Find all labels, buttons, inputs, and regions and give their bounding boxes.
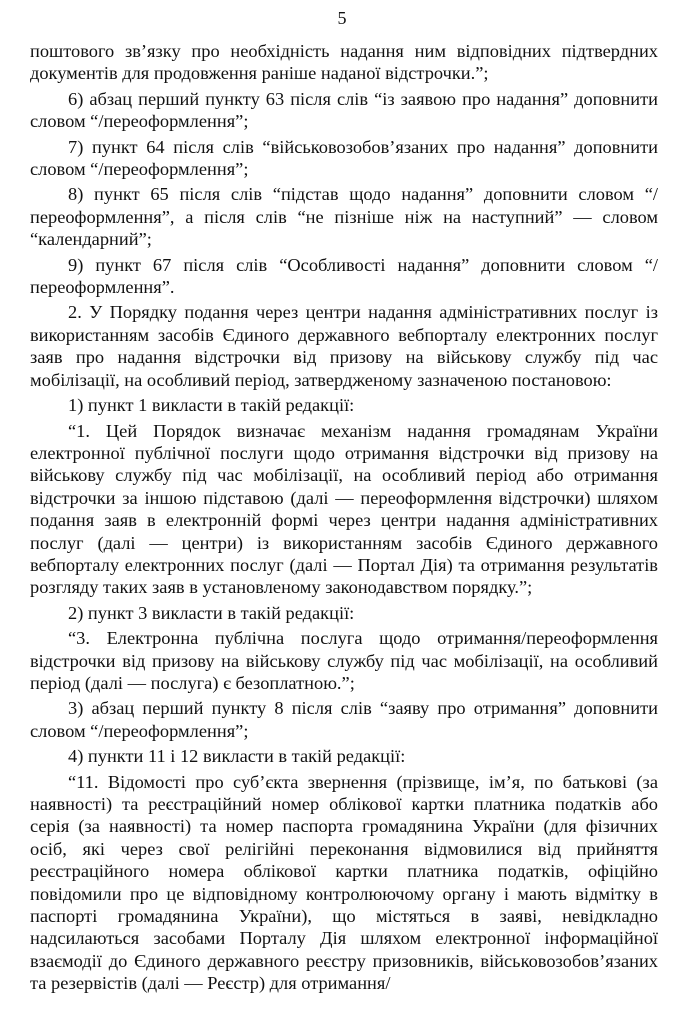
paragraph: 1) пункт 1 викласти в такій редакції:: [68, 395, 355, 416]
paragraph: 6) абзац перший пункту 63 після слів “із заявою про надання” доповнити словом “/переоформлення”;: [30, 88, 658, 132]
paragraph: “1. Цей Порядок визначає механізм надання громадянам України електронної публічної послуги щодо отримання відстрочки від призову на військову службу під час мобілізації, на особливий період або отримання відстрочки за іншою підставою (далі — переоформлення відстрочки) шляхом подання заяв в електронній формі через центри надання адміністративних послуг (далі — центри) із використанням засобів Єдиного державного вебпорталу електронних послуг (далі — Портал Дія) та отримання результатів розгляду таких заяв в установленому законодавством порядку.”;: [30, 420, 658, 598]
document-body: [30, 40, 658, 998]
paragraph: 2. У Порядку подання через центри надання адміністративних послуг із використанням засобів Єдиного державного вебпорталу електронних послуг заяв про надання відстрочки від призову на військову службу під час мобілізації, на особливий період, затвердженому зазначеною постановою:: [30, 302, 658, 390]
paragraph: “3. Електронна публічна послуга щодо отримання/переоформлення відстрочки від призову на військову службу під час мобілізації, на особливий період (далі — послуга) є безоплатною.”;: [30, 628, 658, 693]
paragraph: поштового зв’язку про необхідність надання ним відповідних підтвердних документів для продовження раніше наданої відстрочки.”;: [30, 41, 658, 84]
paragraph: “11. Відомості про суб’єкта звернення (прізвище, ім’я, по батькові (за наявності) та реєстраційний номер облікової картки платника податків або серія (за наявності) та номер паспорта громадянина України (для фізичних осіб, які через свої релігійні переконання відмовилися від прийняття реєстраційного номера облікової картки платника податків, офіційно повідомили про це відповідному контролюючому органу і мають відмітку в паспорті громадянина України), що містяться в заяві, невідкладно надсилаються засобами Порталу Дія шляхом електронної інформаційної взаємодії до Єдиного державного реєстру призовників, військовозобов’язаних та резервістів (далі — Реєстр) для отримання/: [30, 771, 658, 994]
paragraph: 2) пункт 3 викласти в такій редакції:: [68, 602, 355, 623]
paragraph: 3) абзац перший пункту 8 після слів “заяву про отримання” доповнити словом “/переоформлення”;: [30, 698, 658, 741]
paragraph: 8) пункт 65 після слів “підстав щодо надання” доповнити словом “/переоформлення”, а після слів “не пізніше ніж на наступний” — словом “календарний”;: [30, 184, 658, 250]
page-number: 5: [337, 8, 347, 28]
paragraph: 7) пункт 64 після слів “військовозобов’язаних про надання” доповнити словом “/переоформлення”;: [30, 136, 658, 180]
paragraph: 9) пункт 67 після слів “Особливості надання” доповнити словом “/переоформлення”.: [30, 254, 658, 298]
paragraph: 4) пункти 11 і 12 викласти в такій редакції:: [68, 746, 406, 767]
